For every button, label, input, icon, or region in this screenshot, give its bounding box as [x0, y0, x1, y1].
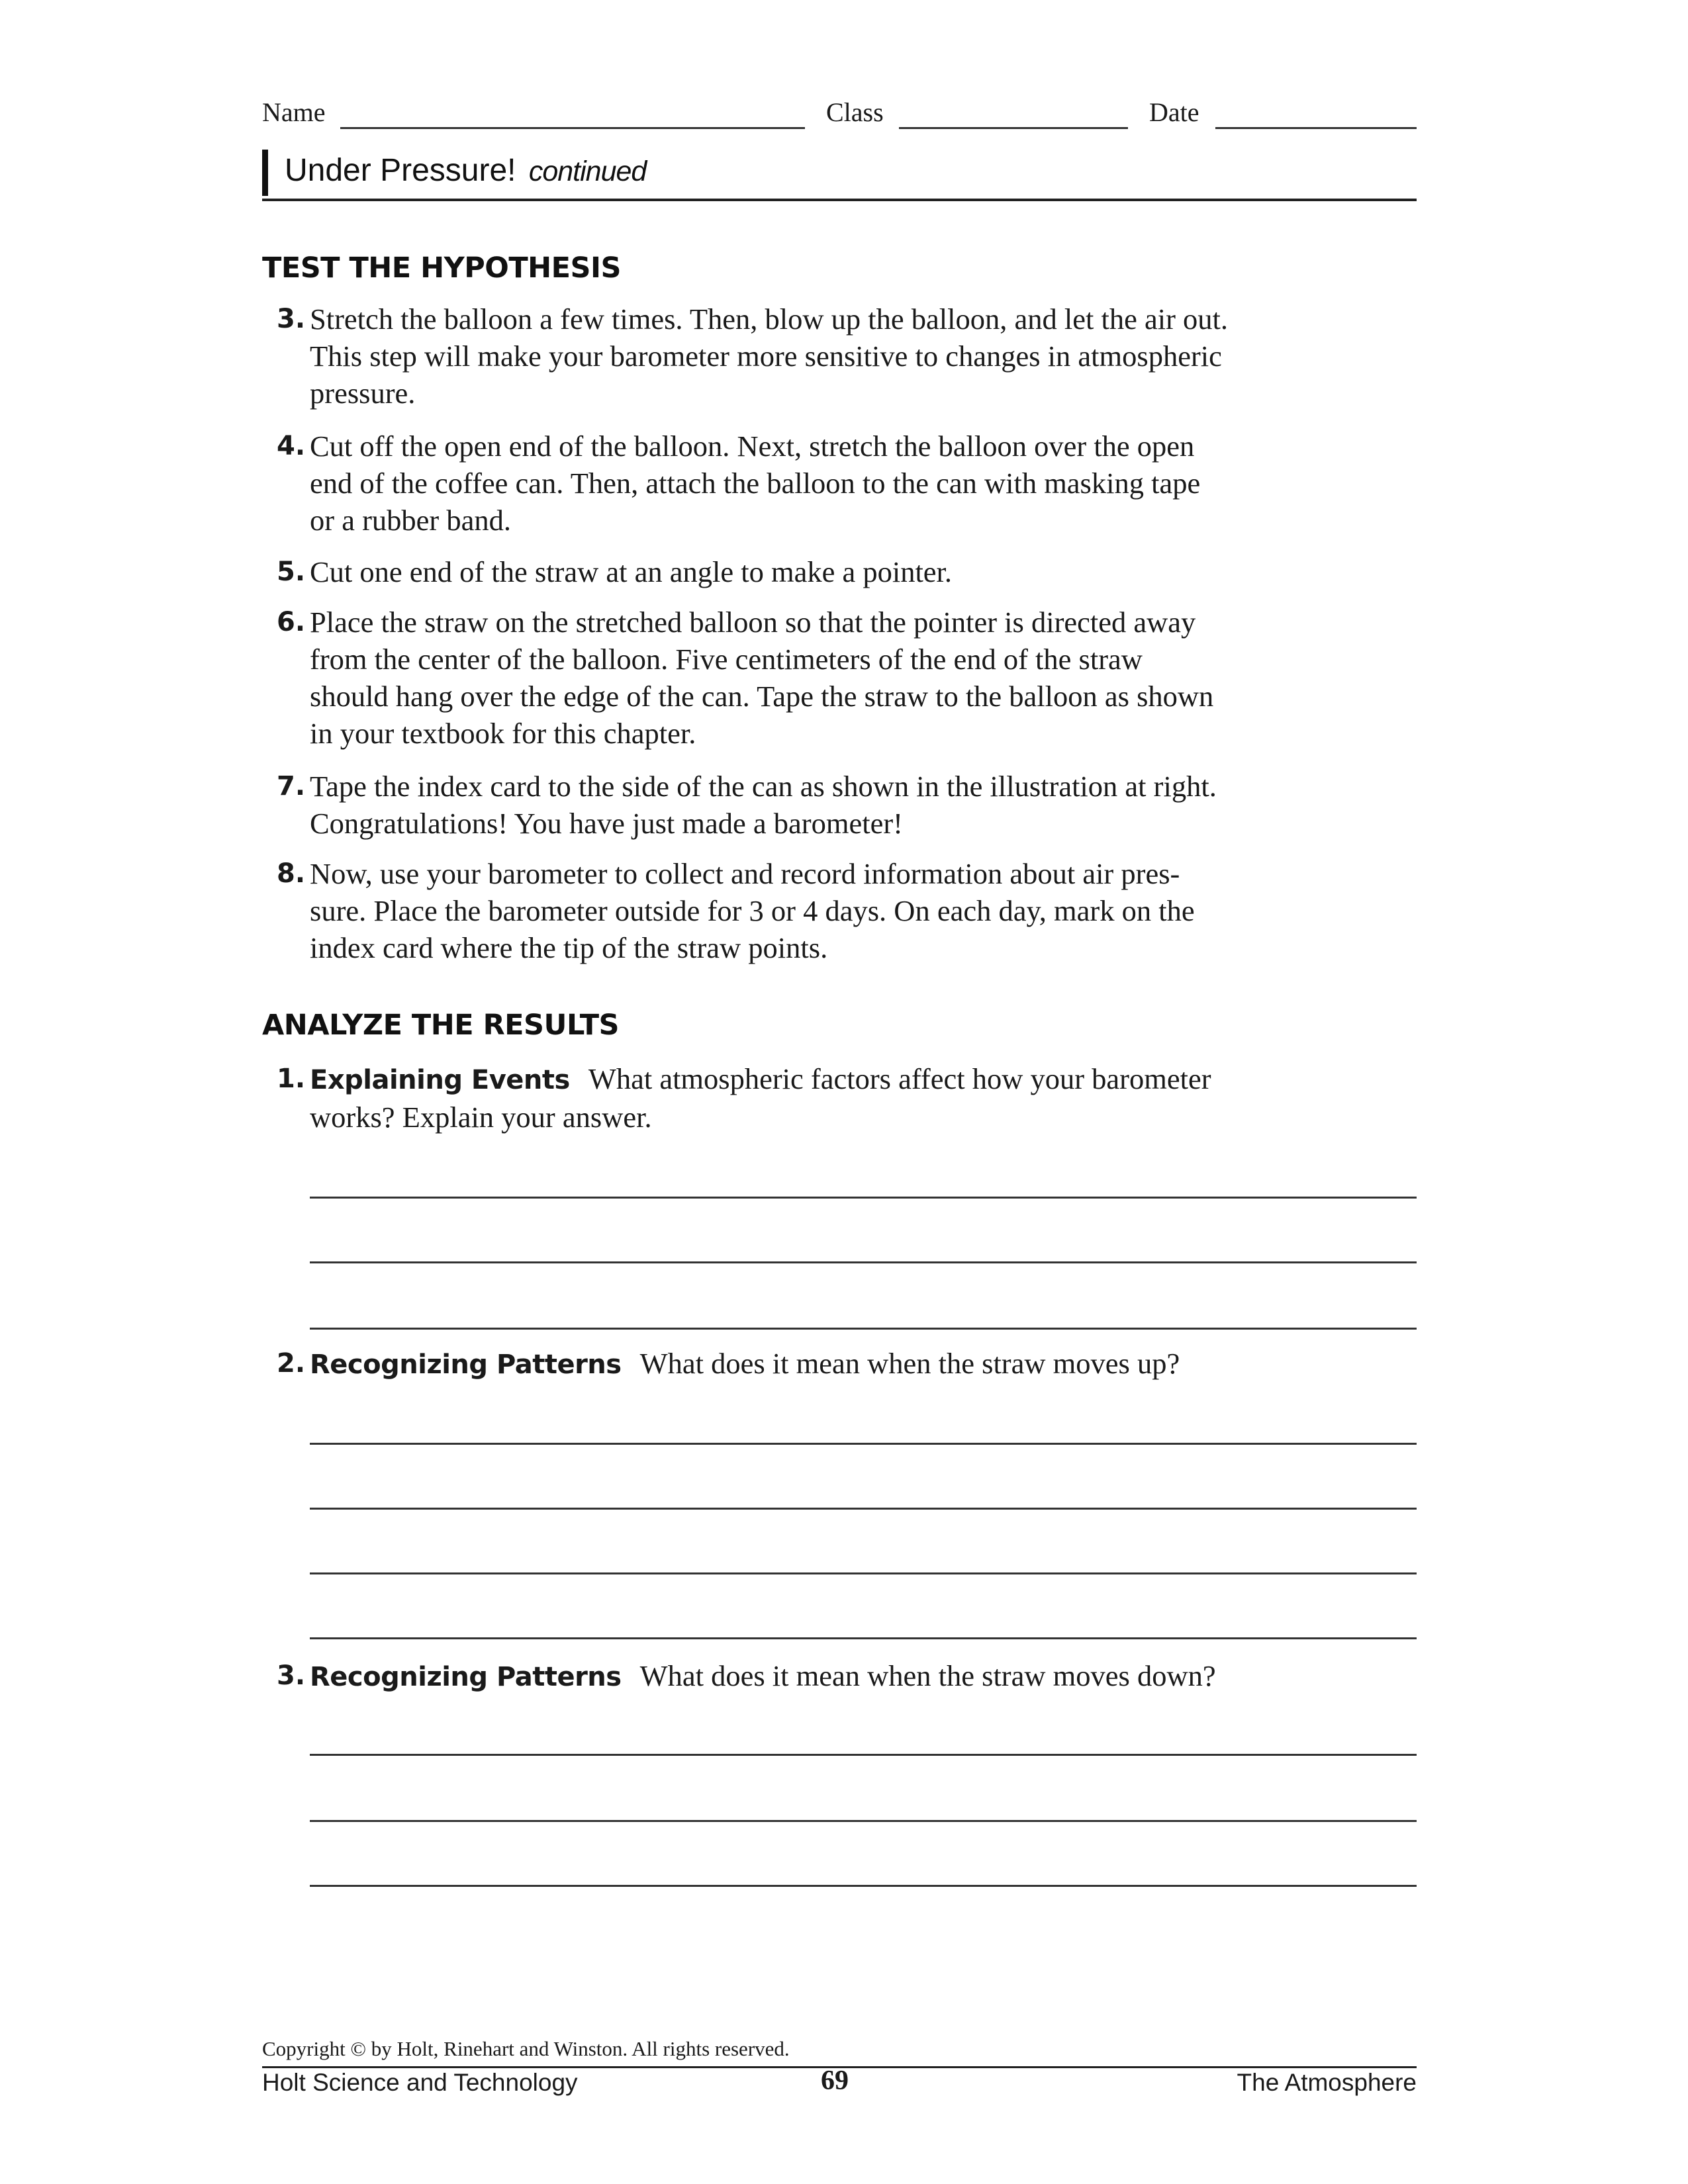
step-text: Cut one end of the straw at an angle to make a pointer. — [310, 555, 953, 588]
answer-line[interactable] — [310, 1754, 1417, 1756]
question-number: 1. — [277, 1064, 306, 1094]
page-number: 69 — [821, 2066, 849, 2096]
class-field-line[interactable] — [899, 127, 1128, 129]
page-title — [285, 152, 646, 189]
answer-line[interactable] — [310, 1197, 1417, 1199]
question-body — [310, 1657, 1417, 1696]
answer-line[interactable] — [310, 1637, 1417, 1639]
answer-line[interactable] — [310, 1261, 1417, 1263]
question-text: What does it mean when the straw moves up? — [639, 1347, 1180, 1380]
question-body — [310, 1060, 1417, 1136]
question-body — [310, 1345, 1417, 1383]
analyze-results-heading: ANALYZE THE RESULTS — [262, 1009, 620, 1042]
date-label: Date — [1149, 97, 1199, 127]
step-text: Tape the index card to the side of the can as shown in the illustration at right. Congratulations! You have just made a barometer! — [310, 770, 1217, 840]
question-text: What does it mean when the straw moves down? — [639, 1659, 1216, 1692]
worksheet-page — [262, 0, 1417, 2184]
title-bar — [262, 147, 1417, 201]
chapter-name: The Atmosphere — [1237, 2069, 1417, 2096]
publisher-name: Holt Science and Technology — [262, 2069, 578, 2096]
step-number: 4. — [277, 431, 306, 461]
question-number: 3. — [277, 1661, 306, 1691]
question-keyword: Explaining Events — [310, 1065, 570, 1095]
step-text: Stretch the balloon a few times. Then, blow up the balloon, and let the air out. This step will make your barometer more sensitive to changes in atmospheric pressure. — [310, 302, 1228, 410]
step-number: 7. — [277, 771, 306, 801]
question-keyword: Recognizing Patterns — [310, 1349, 622, 1380]
question-keyword: Recognizing Patterns — [310, 1662, 622, 1692]
step-number: 6. — [277, 607, 306, 637]
name-label: Name — [262, 97, 326, 127]
class-label: Class — [826, 97, 884, 127]
answer-line[interactable] — [310, 1885, 1417, 1887]
test-hypothesis-heading: TEST THE HYPOTHESIS — [262, 251, 621, 285]
date-field-line[interactable] — [1215, 127, 1417, 129]
answer-line[interactable] — [310, 1820, 1417, 1822]
step-text: Place the straw on the stretched balloon so that the pointer is directed away from the center of the balloon. Five centimeters of the end of the straw should hang over the edge of the can. Tape the straw to the balloon as shown in your textbook for this chapter. — [310, 606, 1214, 750]
step-text: Now, use your barometer to collect and record information about air pres- sure. Place the barometer outside for 3 or 4 days. On each day, mark on the index card where the tip of the straw points. — [310, 857, 1195, 964]
header-fields — [262, 97, 1417, 134]
answer-line[interactable] — [310, 1508, 1417, 1510]
title-main: Under Pressure! — [285, 153, 516, 188]
step-number: 8. — [277, 858, 306, 889]
answer-line[interactable] — [310, 1328, 1417, 1330]
title-accent-rule — [262, 150, 268, 196]
title-suffix: continued — [528, 156, 647, 187]
copyright-notice: Copyright © by Holt, Rinehart and Winston. All rights reserved. — [262, 2037, 790, 2060]
answer-line[interactable] — [310, 1572, 1417, 1574]
step-number: 5. — [277, 557, 306, 587]
question-text: What atmospheric factors affect how your barometer works? Explain your answer. — [310, 1062, 1211, 1134]
step-number: 3. — [277, 304, 306, 334]
answer-line[interactable] — [310, 1443, 1417, 1445]
question-number: 2. — [277, 1348, 306, 1379]
step-text: Cut off the open end of the balloon. Next, stretch the balloon over the open end of the coffee can. Then, attach the balloon to the can with masking tape or a rubber band. — [310, 430, 1201, 537]
name-field-line[interactable] — [340, 127, 805, 129]
